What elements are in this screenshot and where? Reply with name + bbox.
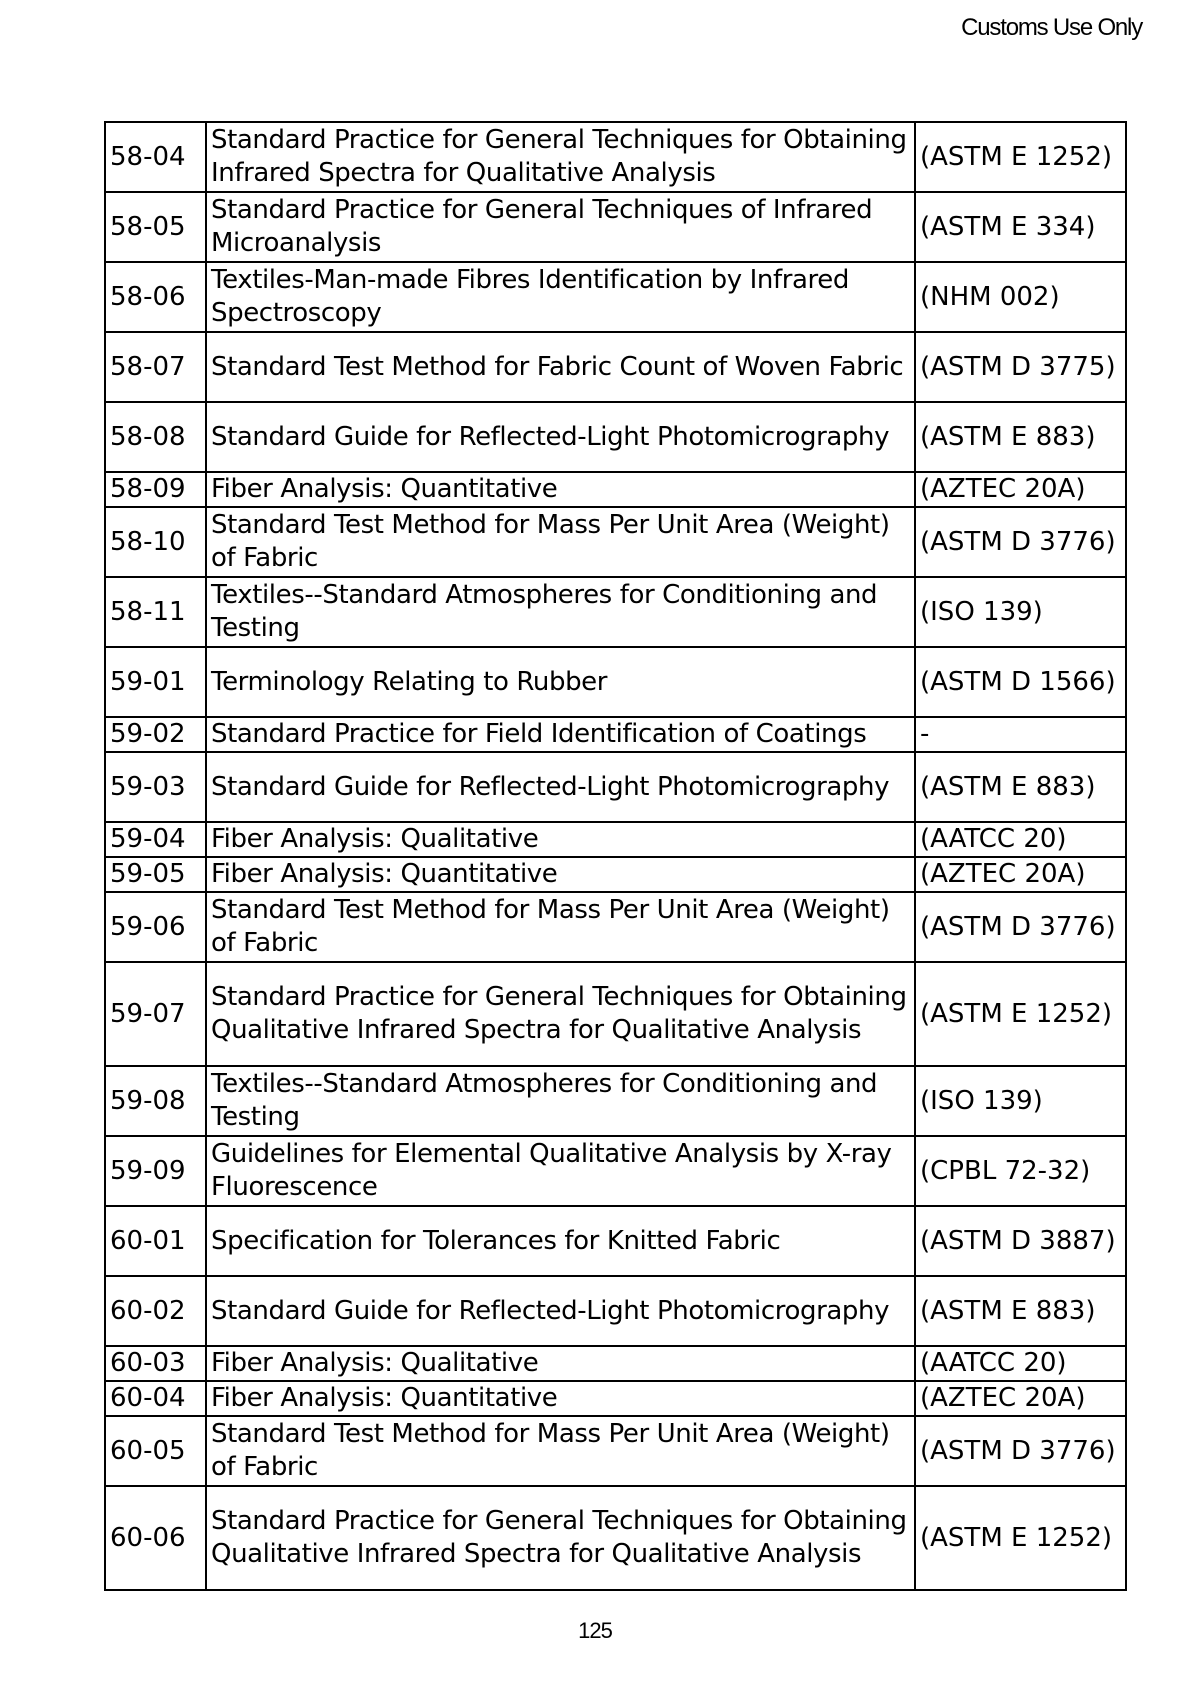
test-code-cell: 58-11: [105, 577, 206, 647]
reference-standard-cell: (ASTM D 3776): [915, 892, 1126, 962]
table-row: [105, 1136, 1126, 1206]
test-code-cell: 59-07: [105, 962, 206, 1066]
test-title-cell: Standard Test Method for Mass Per Unit Area (Weight) of Fabric: [206, 892, 915, 962]
reference-standard-cell: (ASTM D 3776): [915, 1416, 1126, 1486]
reference-standard-cell: (ASTM E 1252): [915, 1486, 1126, 1590]
test-code-cell: 60-05: [105, 1416, 206, 1486]
reference-standard-cell: (AATCC 20): [915, 822, 1126, 857]
table-row: [105, 122, 1126, 192]
test-code-cell: 60-01: [105, 1206, 206, 1276]
test-code-cell: 60-06: [105, 1486, 206, 1590]
test-code-cell: 59-05: [105, 857, 206, 892]
test-title-cell: Standard Practice for Field Identification of Coatings: [206, 717, 915, 752]
test-code-cell: 59-04: [105, 822, 206, 857]
test-title-cell: Fiber Analysis: Quantitative: [206, 857, 915, 892]
test-title-cell: Standard Practice for General Techniques for Obtaining Infrared Spectra for Qualitative Analysis: [206, 122, 915, 192]
table-row: [105, 857, 1126, 892]
test-title-cell: Fiber Analysis: Quantitative: [206, 1381, 915, 1416]
reference-standard-cell: (ISO 139): [915, 1066, 1126, 1136]
table-row: [105, 1346, 1126, 1381]
table-row: [105, 192, 1126, 262]
reference-standard-cell: (ASTM D 3776): [915, 507, 1126, 577]
test-title-cell: Specification for Tolerances for Knitted Fabric: [206, 1206, 915, 1276]
test-title-cell: Fiber Analysis: Quantitative: [206, 472, 915, 507]
reference-standard-cell: (NHM 002): [915, 262, 1126, 332]
reference-standard-cell: (ISO 139): [915, 577, 1126, 647]
table-row: [105, 1381, 1126, 1416]
test-code-cell: 59-02: [105, 717, 206, 752]
test-title-cell: Standard Guide for Reflected-Light Photomicrography: [206, 1276, 915, 1346]
test-code-cell: 58-07: [105, 332, 206, 402]
test-code-cell: 58-06: [105, 262, 206, 332]
table-row: [105, 717, 1126, 752]
table-row: [105, 262, 1126, 332]
test-title-cell: Standard Guide for Reflected-Light Photomicrography: [206, 402, 915, 472]
test-code-cell: 58-10: [105, 507, 206, 577]
test-title-cell: Standard Practice for General Techniques of Infrared Microanalysis: [206, 192, 915, 262]
test-title-cell: Fiber Analysis: Qualitative: [206, 822, 915, 857]
reference-standard-cell: (AZTEC 20A): [915, 472, 1126, 507]
table-row: [105, 577, 1126, 647]
reference-standard-cell: (CPBL 72-32): [915, 1136, 1126, 1206]
table-row: [105, 332, 1126, 402]
test-code-cell: 58-08: [105, 402, 206, 472]
table-row: [105, 1276, 1126, 1346]
test-code-cell: 59-08: [105, 1066, 206, 1136]
test-title-cell: Textiles--Standard Atmospheres for Conditioning and Testing: [206, 1066, 915, 1136]
reference-standard-cell: (AZTEC 20A): [915, 857, 1126, 892]
test-code-cell: 59-06: [105, 892, 206, 962]
table-row: [105, 752, 1126, 822]
test-code-cell: 59-01: [105, 647, 206, 717]
reference-standard-cell: (ASTM E 883): [915, 752, 1126, 822]
table-row: [105, 1066, 1126, 1136]
page-number: 125: [578, 1618, 612, 1643]
test-code-cell: 60-03: [105, 1346, 206, 1381]
table-row: [105, 507, 1126, 577]
reference-standard-cell: (ASTM D 1566): [915, 647, 1126, 717]
standards-table-body: [105, 122, 1126, 1590]
table-row: [105, 822, 1126, 857]
reference-standard-cell: (AZTEC 20A): [915, 1381, 1126, 1416]
reference-standard-cell: (ASTM E 883): [915, 402, 1126, 472]
test-code-cell: 58-05: [105, 192, 206, 262]
table-row: [105, 1416, 1126, 1486]
test-title-cell: Standard Test Method for Mass Per Unit Area (Weight) of Fabric: [206, 507, 915, 577]
reference-standard-cell: (ASTM E 883): [915, 1276, 1126, 1346]
reference-standard-cell: -: [915, 717, 1126, 752]
test-code-cell: 59-09: [105, 1136, 206, 1206]
table-row: [105, 962, 1126, 1066]
table-row: [105, 647, 1126, 717]
test-title-cell: Standard Practice for General Techniques for Obtaining Qualitative Infrared Spectra for Qualitative Analysis: [206, 1486, 915, 1590]
test-code-cell: 60-04: [105, 1381, 206, 1416]
test-title-cell: Standard Practice for General Techniques for Obtaining Qualitative Infrared Spectra for Qualitative Analysis: [206, 962, 915, 1066]
test-code-cell: 60-02: [105, 1276, 206, 1346]
table-row: [105, 472, 1126, 507]
table-row: [105, 1486, 1126, 1590]
reference-standard-cell: (ASTM E 1252): [915, 122, 1126, 192]
test-code-cell: 58-04: [105, 122, 206, 192]
test-code-cell: 59-03: [105, 752, 206, 822]
test-title-cell: Standard Test Method for Mass Per Unit Area (Weight) of Fabric: [206, 1416, 915, 1486]
reference-standard-cell: (ASTM E 1252): [915, 962, 1126, 1066]
test-title-cell: Guidelines for Elemental Qualitative Analysis by X-ray Fluorescence: [206, 1136, 915, 1206]
standards-table: [104, 121, 1127, 1591]
table-row: [105, 402, 1126, 472]
test-title-cell: Fiber Analysis: Qualitative: [206, 1346, 915, 1381]
test-title-cell: Standard Test Method for Fabric Count of Woven Fabric: [206, 332, 915, 402]
table-row: [105, 892, 1126, 962]
test-title-cell: Standard Guide for Reflected-Light Photomicrography: [206, 752, 915, 822]
reference-standard-cell: (ASTM D 3775): [915, 332, 1126, 402]
test-title-cell: Textiles-Man-made Fibres Identification by Infrared Spectroscopy: [206, 262, 915, 332]
reference-standard-cell: (ASTM D 3887): [915, 1206, 1126, 1276]
customs-use-only-note: Customs Use Only: [961, 14, 1142, 41]
test-title-cell: Terminology Relating to Rubber: [206, 647, 915, 717]
reference-standard-cell: (ASTM E 334): [915, 192, 1126, 262]
test-code-cell: 58-09: [105, 472, 206, 507]
reference-standard-cell: (AATCC 20): [915, 1346, 1126, 1381]
test-title-cell: Textiles--Standard Atmospheres for Conditioning and Testing: [206, 577, 915, 647]
table-row: [105, 1206, 1126, 1276]
